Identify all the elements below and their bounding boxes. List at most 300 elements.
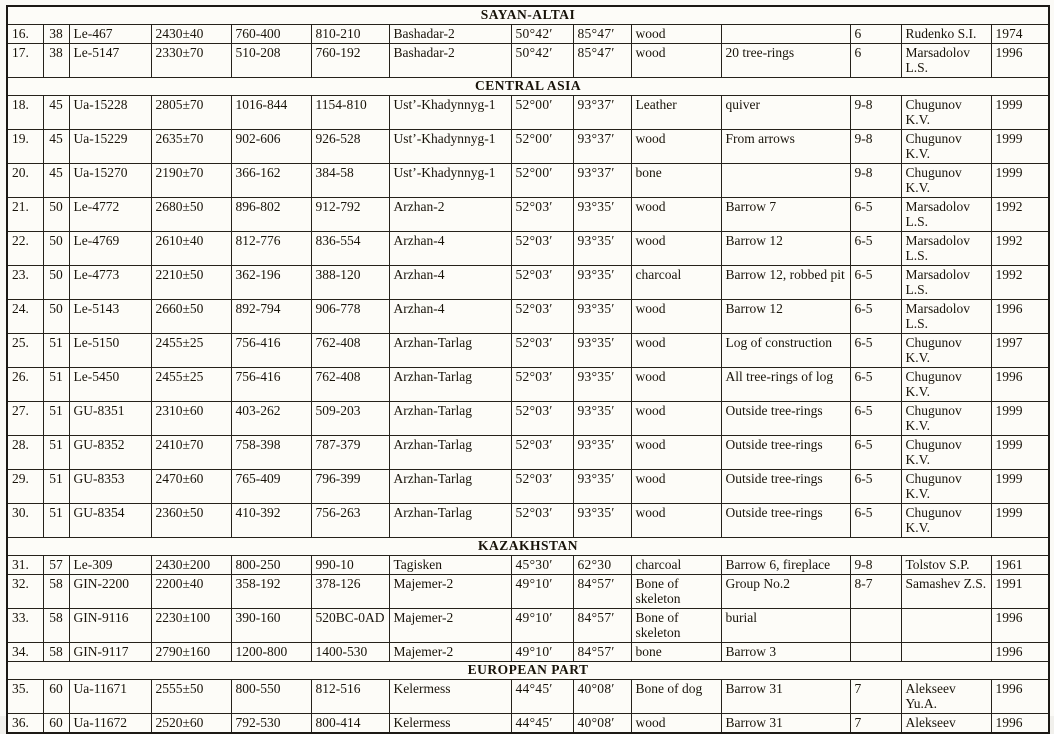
cell-map: 60 xyxy=(43,714,69,734)
cell-comment xyxy=(721,164,850,198)
cell-map: 38 xyxy=(43,44,69,78)
cell-cal2: 378-126 xyxy=(311,575,389,609)
cell-lab: Ua-15270 xyxy=(69,164,151,198)
cell-map: 58 xyxy=(43,643,69,662)
cell-site: Bashadar-2 xyxy=(389,25,511,44)
cell-lon: 93°35′ xyxy=(573,436,631,470)
cell-year: 1992 xyxy=(991,266,1049,300)
cell-site: Arzhan-4 xyxy=(389,232,511,266)
cell-phase: 6-5 xyxy=(850,504,901,538)
cell-num: 29. xyxy=(7,470,43,504)
cell-cal1: 792-530 xyxy=(231,714,311,734)
cell-lat: 44°45′ xyxy=(511,680,573,714)
cell-lon: 93°35′ xyxy=(573,232,631,266)
cell-lat: 50°42′ xyxy=(511,44,573,78)
cell-material: Bone of dog xyxy=(631,680,721,714)
cell-lon: 93°35′ xyxy=(573,504,631,538)
cell-author: Alekseev Yu.A. xyxy=(901,680,991,714)
cell-lat: 52°03′ xyxy=(511,504,573,538)
cell-site: Arzhan-Tarlag xyxy=(389,368,511,402)
cell-cal2: 906-778 xyxy=(311,300,389,334)
cell-site: Arzhan-Tarlag xyxy=(389,402,511,436)
cell-cal1: 760-400 xyxy=(231,25,311,44)
cell-author: Chugunov K.V. xyxy=(901,96,991,130)
cell-num: 23. xyxy=(7,266,43,300)
cell-map: 50 xyxy=(43,198,69,232)
cell-author: Chugunov K.V. xyxy=(901,130,991,164)
cell-material: charcoal xyxy=(631,266,721,300)
cell-material: bone xyxy=(631,643,721,662)
cell-lab: Le-4773 xyxy=(69,266,151,300)
section-title: KAZAKHSTAN xyxy=(7,538,1049,556)
cell-map: 45 xyxy=(43,96,69,130)
cell-phase: 6-5 xyxy=(850,334,901,368)
cell-lon: 85°47′ xyxy=(573,25,631,44)
cell-site: Arzhan-Tarlag xyxy=(389,504,511,538)
table-row xyxy=(7,556,1049,575)
cell-num: 30. xyxy=(7,504,43,538)
cell-phase: 6-5 xyxy=(850,436,901,470)
cell-num: 22. xyxy=(7,232,43,266)
radiocarbon-dates-table xyxy=(6,5,1050,734)
cell-author: Marsadolov L.S. xyxy=(901,266,991,300)
cell-lon: 93°35′ xyxy=(573,266,631,300)
cell-lab: GU-8353 xyxy=(69,470,151,504)
cell-map: 58 xyxy=(43,575,69,609)
cell-lat: 52°03′ xyxy=(511,402,573,436)
cell-comment: burial xyxy=(721,609,850,643)
cell-material: charcoal xyxy=(631,556,721,575)
cell-phase: 9-8 xyxy=(850,164,901,198)
cell-author: Chugunov K.V. xyxy=(901,164,991,198)
cell-date: 2790±160 xyxy=(151,643,231,662)
cell-author xyxy=(901,609,991,643)
cell-cal2: 990-10 xyxy=(311,556,389,575)
cell-map: 51 xyxy=(43,368,69,402)
table-row xyxy=(7,266,1049,300)
table-row xyxy=(7,300,1049,334)
section-header-row xyxy=(7,662,1049,680)
cell-site: Arzhan-Tarlag xyxy=(389,436,511,470)
cell-date: 2330±70 xyxy=(151,44,231,78)
cell-comment xyxy=(721,25,850,44)
cell-phase: 6-5 xyxy=(850,300,901,334)
cell-comment: Barrow 12, robbed pit xyxy=(721,266,850,300)
cell-cal1: 756-416 xyxy=(231,368,311,402)
cell-lab: Le-5150 xyxy=(69,334,151,368)
cell-lon: 93°35′ xyxy=(573,300,631,334)
cell-cal2: 384-58 xyxy=(311,164,389,198)
cell-date: 2610±40 xyxy=(151,232,231,266)
cell-year: 1996 xyxy=(991,643,1049,662)
cell-phase xyxy=(850,643,901,662)
cell-cal1: 1016-844 xyxy=(231,96,311,130)
cell-date: 2190±70 xyxy=(151,164,231,198)
cell-cal1: 362-196 xyxy=(231,266,311,300)
cell-date: 2360±50 xyxy=(151,504,231,538)
cell-lat: 50°42′ xyxy=(511,25,573,44)
cell-year: 1999 xyxy=(991,436,1049,470)
table-row xyxy=(7,504,1049,538)
cell-lon: 93°35′ xyxy=(573,368,631,402)
cell-cal1: 800-550 xyxy=(231,680,311,714)
cell-comment: Outside tree-rings xyxy=(721,470,850,504)
table-row xyxy=(7,96,1049,130)
cell-date: 2200±40 xyxy=(151,575,231,609)
cell-comment: 20 tree-rings xyxy=(721,44,850,78)
cell-cal1: 410-392 xyxy=(231,504,311,538)
section-header-row xyxy=(7,78,1049,96)
cell-map: 38 xyxy=(43,25,69,44)
cell-year: 1999 xyxy=(991,96,1049,130)
cell-cal2: 762-408 xyxy=(311,368,389,402)
table-row xyxy=(7,25,1049,44)
cell-map: 50 xyxy=(43,300,69,334)
cell-material: wood xyxy=(631,44,721,78)
cell-material: wood xyxy=(631,470,721,504)
cell-cal2: 520BC-0AD xyxy=(311,609,389,643)
section-title: CENTRAL ASIA xyxy=(7,78,1049,96)
cell-cal1: 800-250 xyxy=(231,556,311,575)
cell-cal2: 812-516 xyxy=(311,680,389,714)
cell-lat: 52°03′ xyxy=(511,300,573,334)
cell-lab: Le-4772 xyxy=(69,198,151,232)
cell-lab: GIN-9117 xyxy=(69,643,151,662)
cell-material: bone xyxy=(631,164,721,198)
cell-lab: Le-4769 xyxy=(69,232,151,266)
cell-date: 2455±25 xyxy=(151,334,231,368)
cell-material: wood xyxy=(631,232,721,266)
cell-author: Tolstov S.P. xyxy=(901,556,991,575)
cell-cal2: 762-408 xyxy=(311,334,389,368)
cell-lab: GIN-9116 xyxy=(69,609,151,643)
cell-num: 27. xyxy=(7,402,43,436)
cell-num: 33. xyxy=(7,609,43,643)
cell-num: 31. xyxy=(7,556,43,575)
cell-lat: 52°03′ xyxy=(511,198,573,232)
cell-author: Marsadolov L.S. xyxy=(901,232,991,266)
cell-comment: Barrow 31 xyxy=(721,680,850,714)
cell-cal1: 902-606 xyxy=(231,130,311,164)
cell-comment: Outside tree-rings xyxy=(721,504,850,538)
cell-lab: Le-5143 xyxy=(69,300,151,334)
cell-lon: 85°47′ xyxy=(573,44,631,78)
cell-comment: Barrow 12 xyxy=(721,300,850,334)
cell-year: 1996 xyxy=(991,714,1049,734)
cell-phase: 7 xyxy=(850,680,901,714)
cell-author: Alekseev xyxy=(901,714,991,734)
cell-author: Chugunov K.V. xyxy=(901,436,991,470)
cell-year: 1999 xyxy=(991,470,1049,504)
table-row xyxy=(7,130,1049,164)
cell-material: wood xyxy=(631,714,721,734)
cell-num: 24. xyxy=(7,300,43,334)
cell-lat: 52°03′ xyxy=(511,266,573,300)
cell-map: 58 xyxy=(43,609,69,643)
cell-lon: 93°35′ xyxy=(573,402,631,436)
cell-material: Bone of skeleton xyxy=(631,609,721,643)
cell-material: Leather xyxy=(631,96,721,130)
cell-phase: 6-5 xyxy=(850,198,901,232)
cell-material: wood xyxy=(631,504,721,538)
table-body xyxy=(7,6,1049,733)
cell-year: 1999 xyxy=(991,130,1049,164)
cell-site: Ust’-Khadynnyg-1 xyxy=(389,96,511,130)
cell-cal2: 836-554 xyxy=(311,232,389,266)
cell-comment: Group No.2 xyxy=(721,575,850,609)
cell-year: 1992 xyxy=(991,198,1049,232)
cell-lon: 93°37′ xyxy=(573,96,631,130)
cell-material: wood xyxy=(631,334,721,368)
cell-author: Chugunov K.V. xyxy=(901,334,991,368)
cell-phase: 6 xyxy=(850,25,901,44)
cell-num: 26. xyxy=(7,368,43,402)
cell-lon: 84°57′ xyxy=(573,609,631,643)
cell-author: Chugunov K.V. xyxy=(901,504,991,538)
cell-num: 16. xyxy=(7,25,43,44)
cell-comment: Log of construction xyxy=(721,334,850,368)
cell-cal2: 800-414 xyxy=(311,714,389,734)
cell-author xyxy=(901,643,991,662)
cell-author: Marsadolov L.S. xyxy=(901,44,991,78)
cell-date: 2805±70 xyxy=(151,96,231,130)
cell-site: Bashadar-2 xyxy=(389,44,511,78)
cell-cal1: 510-208 xyxy=(231,44,311,78)
section-header-row xyxy=(7,6,1049,25)
cell-comment: Barrow 7 xyxy=(721,198,850,232)
cell-date: 2635±70 xyxy=(151,130,231,164)
cell-phase: 9-8 xyxy=(850,556,901,575)
cell-map: 51 xyxy=(43,470,69,504)
cell-year: 1974 xyxy=(991,25,1049,44)
cell-material: Bone of skeleton xyxy=(631,575,721,609)
cell-lat: 49°10′ xyxy=(511,643,573,662)
cell-lat: 52°03′ xyxy=(511,232,573,266)
cell-cal2: 912-792 xyxy=(311,198,389,232)
cell-comment: Barrow 3 xyxy=(721,643,850,662)
cell-date: 2455±25 xyxy=(151,368,231,402)
cell-year: 1996 xyxy=(991,44,1049,78)
table-row xyxy=(7,436,1049,470)
cell-lat: 52°00′ xyxy=(511,130,573,164)
cell-num: 32. xyxy=(7,575,43,609)
cell-lon: 93°37′ xyxy=(573,164,631,198)
cell-phase: 6-5 xyxy=(850,470,901,504)
cell-site: Arzhan-2 xyxy=(389,198,511,232)
cell-year: 1996 xyxy=(991,680,1049,714)
cell-lab: Ua-15229 xyxy=(69,130,151,164)
cell-site: Tagisken xyxy=(389,556,511,575)
cell-num: 36. xyxy=(7,714,43,734)
cell-num: 28. xyxy=(7,436,43,470)
cell-lat: 49°10′ xyxy=(511,609,573,643)
cell-material: wood xyxy=(631,402,721,436)
cell-phase: 7 xyxy=(850,714,901,734)
cell-year: 1996 xyxy=(991,300,1049,334)
cell-lat: 52°03′ xyxy=(511,436,573,470)
cell-material: wood xyxy=(631,300,721,334)
cell-site: Kelermess xyxy=(389,680,511,714)
cell-phase: 6-5 xyxy=(850,232,901,266)
cell-map: 51 xyxy=(43,504,69,538)
cell-lab: Le-309 xyxy=(69,556,151,575)
cell-site: Ust’-Khadynnyg-1 xyxy=(389,164,511,198)
cell-lab: Le-5147 xyxy=(69,44,151,78)
cell-num: 18. xyxy=(7,96,43,130)
cell-num: 25. xyxy=(7,334,43,368)
cell-num: 21. xyxy=(7,198,43,232)
cell-lon: 40°08′ xyxy=(573,680,631,714)
cell-lat: 52°03′ xyxy=(511,368,573,402)
cell-site: Arzhan-Tarlag xyxy=(389,334,511,368)
cell-cal2: 509-203 xyxy=(311,402,389,436)
cell-map: 45 xyxy=(43,164,69,198)
cell-num: 17. xyxy=(7,44,43,78)
cell-map: 60 xyxy=(43,680,69,714)
cell-cal1: 403-262 xyxy=(231,402,311,436)
cell-map: 51 xyxy=(43,436,69,470)
cell-material: wood xyxy=(631,436,721,470)
cell-num: 34. xyxy=(7,643,43,662)
cell-date: 2470±60 xyxy=(151,470,231,504)
table-row xyxy=(7,643,1049,662)
cell-map: 51 xyxy=(43,334,69,368)
cell-cal2: 760-192 xyxy=(311,44,389,78)
table-row xyxy=(7,198,1049,232)
cell-site: Ust’-Khadynnyg-1 xyxy=(389,130,511,164)
cell-material: wood xyxy=(631,368,721,402)
cell-cal2: 796-399 xyxy=(311,470,389,504)
cell-comment: Barrow 31 xyxy=(721,714,850,734)
cell-site: Kelermess xyxy=(389,714,511,734)
cell-num: 35. xyxy=(7,680,43,714)
cell-author: Chugunov K.V. xyxy=(901,402,991,436)
cell-site: Majemer-2 xyxy=(389,643,511,662)
cell-phase: 8-7 xyxy=(850,575,901,609)
cell-lab: Le-467 xyxy=(69,25,151,44)
cell-date: 2660±50 xyxy=(151,300,231,334)
table-row xyxy=(7,470,1049,504)
cell-author: Rudenko S.I. xyxy=(901,25,991,44)
cell-year: 1999 xyxy=(991,402,1049,436)
cell-site: Majemer-2 xyxy=(389,575,511,609)
cell-comment: Outside tree-rings xyxy=(721,402,850,436)
table-row xyxy=(7,164,1049,198)
cell-comment: quiver xyxy=(721,96,850,130)
cell-cal1: 1200-800 xyxy=(231,643,311,662)
cell-date: 2520±60 xyxy=(151,714,231,734)
cell-date: 2430±200 xyxy=(151,556,231,575)
cell-comment: All tree-rings of log xyxy=(721,368,850,402)
cell-num: 20. xyxy=(7,164,43,198)
cell-phase: 6-5 xyxy=(850,368,901,402)
cell-cal1: 896-802 xyxy=(231,198,311,232)
cell-num: 19. xyxy=(7,130,43,164)
cell-lab: Le-5450 xyxy=(69,368,151,402)
cell-map: 50 xyxy=(43,266,69,300)
cell-cal1: 390-160 xyxy=(231,609,311,643)
cell-lab: GU-8354 xyxy=(69,504,151,538)
cell-cal2: 810-210 xyxy=(311,25,389,44)
cell-site: Arzhan-4 xyxy=(389,300,511,334)
cell-cal1: 812-776 xyxy=(231,232,311,266)
table-row xyxy=(7,44,1049,78)
section-title: EUROPEAN PART xyxy=(7,662,1049,680)
cell-cal2: 926-528 xyxy=(311,130,389,164)
cell-comment: From arrows xyxy=(721,130,850,164)
cell-lon: 62°30 xyxy=(573,556,631,575)
cell-lat: 44°45′ xyxy=(511,714,573,734)
cell-cal1: 765-409 xyxy=(231,470,311,504)
cell-year: 1999 xyxy=(991,504,1049,538)
cell-cal2: 1400-530 xyxy=(311,643,389,662)
cell-phase: 9-8 xyxy=(850,130,901,164)
table-row xyxy=(7,402,1049,436)
cell-date: 2210±50 xyxy=(151,266,231,300)
cell-lon: 40°08′ xyxy=(573,714,631,734)
cell-lab: GU-8351 xyxy=(69,402,151,436)
cell-cal1: 756-416 xyxy=(231,334,311,368)
table-row xyxy=(7,609,1049,643)
cell-site: Arzhan-4 xyxy=(389,266,511,300)
cell-cal2: 756-263 xyxy=(311,504,389,538)
cell-comment: Barrow 6, fireplace xyxy=(721,556,850,575)
cell-date: 2410±70 xyxy=(151,436,231,470)
cell-phase xyxy=(850,609,901,643)
section-title: SAYAN-ALTAI xyxy=(7,6,1049,25)
cell-phase: 6-5 xyxy=(850,402,901,436)
cell-date: 2555±50 xyxy=(151,680,231,714)
table-row xyxy=(7,680,1049,714)
cell-lon: 84°57′ xyxy=(573,575,631,609)
section-header-row xyxy=(7,538,1049,556)
cell-site: Majemer-2 xyxy=(389,609,511,643)
cell-lon: 93°37′ xyxy=(573,130,631,164)
cell-material: wood xyxy=(631,198,721,232)
cell-date: 2680±50 xyxy=(151,198,231,232)
table-row xyxy=(7,368,1049,402)
table-row xyxy=(7,334,1049,368)
cell-cal2: 787-379 xyxy=(311,436,389,470)
cell-lon: 93°35′ xyxy=(573,334,631,368)
cell-author: Samashev Z.S. xyxy=(901,575,991,609)
cell-year: 1997 xyxy=(991,334,1049,368)
cell-comment: Outside tree-rings xyxy=(721,436,850,470)
cell-year: 1992 xyxy=(991,232,1049,266)
table-row xyxy=(7,232,1049,266)
cell-cal2: 1154-810 xyxy=(311,96,389,130)
cell-lat: 49°10′ xyxy=(511,575,573,609)
cell-lon: 84°57′ xyxy=(573,643,631,662)
cell-author: Marsadolov L.S. xyxy=(901,300,991,334)
cell-cal2: 388-120 xyxy=(311,266,389,300)
cell-year: 1961 xyxy=(991,556,1049,575)
cell-date: 2430±40 xyxy=(151,25,231,44)
cell-author: Chugunov K.V. xyxy=(901,470,991,504)
cell-comment: Barrow 12 xyxy=(721,232,850,266)
cell-lab: Ua-11671 xyxy=(69,680,151,714)
cell-lab: GU-8352 xyxy=(69,436,151,470)
cell-cal1: 758-398 xyxy=(231,436,311,470)
cell-lat: 52°03′ xyxy=(511,470,573,504)
cell-lat: 52°00′ xyxy=(511,96,573,130)
cell-lab: Ua-15228 xyxy=(69,96,151,130)
cell-date: 2230±100 xyxy=(151,609,231,643)
cell-lat: 52°03′ xyxy=(511,334,573,368)
cell-cal1: 366-162 xyxy=(231,164,311,198)
cell-phase: 6-5 xyxy=(850,266,901,300)
cell-date: 2310±60 xyxy=(151,402,231,436)
